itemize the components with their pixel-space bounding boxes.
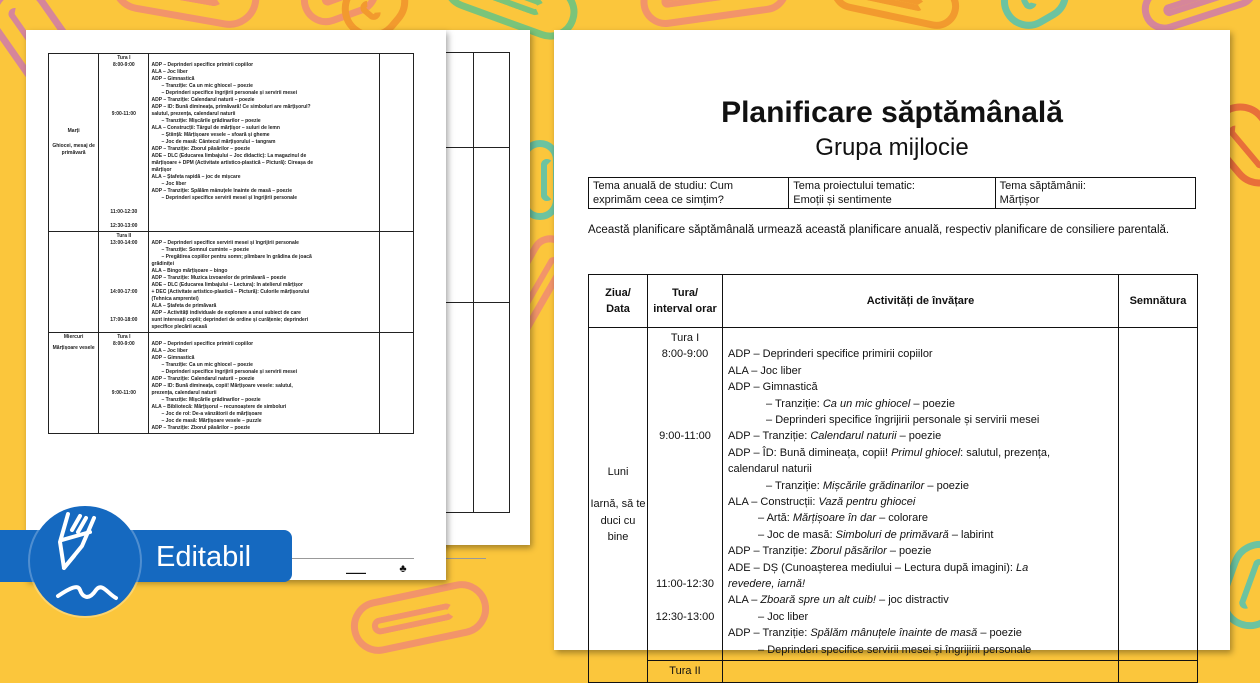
day-label: Miercuri xyxy=(63,334,84,340)
activity-line: ALA – Joc liber xyxy=(728,364,802,377)
time-slot: 8:00-9:00 xyxy=(661,348,709,361)
activity-line: ADP – Deprinderi specifice primirii copiilor xyxy=(728,348,933,361)
activity-line: – Știință: Mărțișoare vesele – sfoară și gheme xyxy=(161,132,270,138)
activity-line: ADP – Gimnastică xyxy=(151,355,195,361)
time-slot: 17:00-18:00 xyxy=(110,317,138,323)
paperclip-decoration xyxy=(637,0,792,30)
day-note: Iarnă, să te duci cu bine xyxy=(590,498,646,544)
activity-line: grădiniței xyxy=(151,261,174,267)
activity-line: – Tranziție: Ca un mic ghiocel – poezie xyxy=(161,83,253,89)
activity-line: ALA – Joc liber xyxy=(151,348,188,354)
activity-line: – Tranziție: Ca un mic ghiocel – poezie xyxy=(161,362,253,368)
activity-line: ADP – Deprinderi specifice primirii copiilor xyxy=(151,341,254,347)
time-slot: 9:00-11:00 xyxy=(111,390,136,396)
day-cell xyxy=(589,328,648,683)
time-slot: 8:00-9:00 xyxy=(113,341,135,347)
activity-line: specifice plecării acasă xyxy=(151,324,208,330)
activity-line: – Tranziție: Somnul cuminte – poezie xyxy=(161,247,249,253)
pencil-signature-icon xyxy=(30,506,140,616)
activity-line: ADP – Tranziție: Zborul păsărilor – poezie xyxy=(728,545,932,558)
activity-line: prezența, calendarul naturii xyxy=(151,390,217,396)
annual-theme-cell xyxy=(589,178,789,209)
activity-line: ADP – ÎD: Bună dimineața, copii! Mărțișoare vesele: salutul, xyxy=(151,383,293,389)
activity-line: calendarul naturii xyxy=(728,463,812,476)
header-interval: Tura/ interval orar xyxy=(648,275,723,328)
activity-line: ADP – Tranziție: Zborul păsărilor – poezie xyxy=(151,146,251,152)
activity-line: – Joc de masă: Mărțișoare vesele – puzzle xyxy=(161,418,262,424)
activity-line: – Pregătirea copiilor pentru somn; plimbare în grădina de joacă xyxy=(161,254,312,260)
activity-line: – Tranziție: Mișcările grădinarilor – poezie xyxy=(766,479,969,492)
activity-line: – Deprinderi specifice îngrijirii personale și servirii mesei xyxy=(766,414,1040,427)
activity-line: ALA – Ștafeta de primăvară xyxy=(151,303,217,309)
time-slot: 12:30-13:00 xyxy=(110,223,138,229)
activity-line: – Deprinderi specifice îngrijirii personale și servirii mesei xyxy=(161,90,298,96)
activity-line: ADP – Tranziție: Calendarul naturii – poezie xyxy=(728,430,942,443)
activity-line: ADP – Activități individuale de explorare a unui subiect de care xyxy=(151,310,301,316)
time-slot: 8:00-9:00 xyxy=(113,62,135,68)
time-slot: 13:00-14:00 xyxy=(110,240,138,246)
time-slot: 12:30-13:00 xyxy=(655,610,715,623)
shift-label: Tura I xyxy=(117,55,131,61)
activity-line: – Tranziție: Mișcările grădinarilor – poezie xyxy=(161,118,261,124)
page-subtitle: Grupa mijlocie xyxy=(815,134,969,161)
activity-line: – Deprinderi specifice servirii mesei și îngrijirii personale xyxy=(161,195,298,201)
activity-line: ADP – ÎD: Bună dimineața, copii! Primul ghiocel: salutul, prezența, xyxy=(728,446,1051,459)
activity-line: ADE – DLC (Educarea limbajului – Lectura): În atelierul mărțișor xyxy=(151,282,303,288)
shift-label: Tura II xyxy=(116,233,132,239)
activity-line: ADP – Deprinderi specifice servirii mesei și îngrijirii personale xyxy=(151,240,299,246)
header-signature: Semnătura xyxy=(1119,275,1198,328)
activities-cell xyxy=(723,328,1119,661)
annual-theme-label: Tema anuală de studiu: xyxy=(593,180,707,192)
activity-line: ADP – Tranziție: Muzica izvoarelor de primăvară – poezie xyxy=(151,275,287,281)
activity-line: ADE – DȘ (Cunoașterea mediului – Lectura după imagini): La xyxy=(728,561,1029,574)
theme-table xyxy=(588,177,1196,209)
project-theme-value: Emoții și sentimente xyxy=(793,194,892,206)
paperclip-decoration xyxy=(346,576,494,659)
planning-table xyxy=(588,274,1198,683)
page-title: Planificare săptămânală xyxy=(721,96,1063,129)
activity-line: – Tranziție: Ca un mic ghiocel – poezie xyxy=(766,397,955,410)
activity-line: ADP – ÎD: Bună dimineața, primăvară! Ce simboluri are mărțișorul? xyxy=(151,104,311,110)
activity-line: ADP – Gimnastică xyxy=(151,76,195,82)
header-day: Ziua/ Data xyxy=(589,275,648,328)
day-note: Ghiocei, mesaj de primăvară xyxy=(52,143,95,156)
signature-cell[interactable] xyxy=(1119,661,1198,682)
twinkl-logo-icon: ♣ xyxy=(399,563,407,575)
document-page-preview xyxy=(26,30,446,580)
activity-line: – Artă: Mărțișoare în dar – colorare xyxy=(758,512,928,525)
project-theme-cell xyxy=(789,178,995,209)
activity-line: (Tehnica amprentei) xyxy=(151,296,199,302)
activity-line: ADP – Tranziție: Calendarul naturii – poezie xyxy=(151,376,255,382)
activity-line: – Joc de masă: Cântecul mărțișorului – tangram xyxy=(161,139,276,145)
activity-line: revedere, iarnă! xyxy=(728,578,806,591)
activity-line: mărțișor xyxy=(151,167,172,173)
activity-line: ALA – Bingo mărțișoare – bingo xyxy=(151,268,228,274)
shift-label: Tura II xyxy=(669,665,701,678)
activity-line: ADP – Tranziție: Calendarul naturii – poezie xyxy=(151,97,255,103)
editable-badge-label: Editabil xyxy=(156,541,252,573)
activity-line: ALA – Bibliotecă: Mărțișorul – recunoaștere de simboluri xyxy=(151,404,287,410)
time-slot: 11:00-12:30 xyxy=(110,209,138,215)
week-theme-label: Tema săptămânii: xyxy=(999,180,1086,192)
activity-line: ADP – Gimnastică xyxy=(728,381,818,394)
activity-line: – Tranziție: Mișcările grădinarilor – poezie xyxy=(161,397,261,403)
activity-line: – Deprinderi specifice servirii mesei și îngrijirii personale xyxy=(758,643,1032,656)
activity-line: ADP – Deprinderi specifice primirii copiilor xyxy=(151,62,254,68)
day-note: Mărțișoare vesele xyxy=(52,345,95,351)
activity-line: salutul, prezența, calendarul naturii xyxy=(151,111,236,117)
header-activities: Activități de învățare xyxy=(723,275,1119,328)
day-label: Marți xyxy=(67,128,80,134)
activity-line: – Joc de rol: De-a vânzătorii de mărțișoare xyxy=(161,411,263,417)
badge-icon-circle xyxy=(30,506,140,616)
annual-theme-value: Cum exprimăm ceea ce simțim? xyxy=(593,180,734,206)
intro-paragraph: Această planificare săptămânală urmează această planificare anuală, respectiv planificare de consiliere parentală. xyxy=(588,224,1170,236)
day-label: Luni xyxy=(607,465,629,478)
activity-line: ALA – Ștafeta rapidă – joc de mișcare xyxy=(151,174,241,180)
footer-text: ▬▬▬▬▬ xyxy=(346,570,366,575)
document-page-main xyxy=(554,30,1230,678)
project-theme-label: Tema proiectului tematic: xyxy=(793,180,915,192)
time-slot: 14:00-17:00 xyxy=(110,289,138,295)
activity-line: ADE – DLC (Educarea limbajului – Joc didactic): La magazinul de xyxy=(151,153,307,159)
activity-line: – Joc liber xyxy=(161,181,187,187)
activity-line: – Joc liber xyxy=(758,610,809,623)
signature-cell[interactable] xyxy=(1119,328,1198,661)
activity-line: – Deprinderi specifice îngrijirii personale și servirii mesei xyxy=(161,369,298,375)
week-theme-cell xyxy=(995,178,1195,209)
time-cell xyxy=(648,661,723,682)
activity-line: ADP – Tranziție: Spălăm mânuțele înainte de masă – poezie xyxy=(151,188,292,194)
shift-label: Tura I xyxy=(670,332,700,344)
activity-line: ADP – Tranziție: Spălăm mânuțele înainte de masă – poezie xyxy=(728,627,1022,640)
activity-line: mărțișoare + DPM (Activitate artistico-plastică – Pictură): Cireașa de xyxy=(151,160,314,166)
time-slot: 9:00-11:00 xyxy=(111,111,136,117)
activity-line: – Joc de masă: Simboluri de primăvară – labirint xyxy=(758,528,994,541)
activity-line: ALA – Joc liber xyxy=(151,69,188,75)
activity-line: ALA – Zboară spre un alt cuib! – joc distractiv xyxy=(728,594,949,607)
activity-line: + DEC (Activitate artistico-plastică – Pictură): Culorile mărțișorului xyxy=(151,289,310,295)
shift-label: Tura I xyxy=(117,334,131,340)
preview-table xyxy=(48,53,414,434)
activity-line: sunt interesați copiii; deprinderi de ordine și curățenie; deprinderi xyxy=(151,317,309,323)
week-theme-value: Mărțișor xyxy=(999,194,1040,206)
paperclip-decoration xyxy=(827,0,964,33)
paperclip-decoration xyxy=(106,0,264,33)
activity-line: ADP – Tranziție: Zborul păsărilor – poezie xyxy=(151,425,251,431)
activity-line: ALA – Construcții: Târgul de mărțișor – suluri de lemn xyxy=(151,125,280,131)
activity-line: ALA – Construcții: Vază pentru ghiocei xyxy=(728,496,916,509)
time-cell xyxy=(648,328,723,661)
time-slot: 9:00-11:00 xyxy=(659,430,711,443)
time-slot: 11:00-12:30 xyxy=(656,577,714,590)
activities-cell xyxy=(723,661,1119,682)
